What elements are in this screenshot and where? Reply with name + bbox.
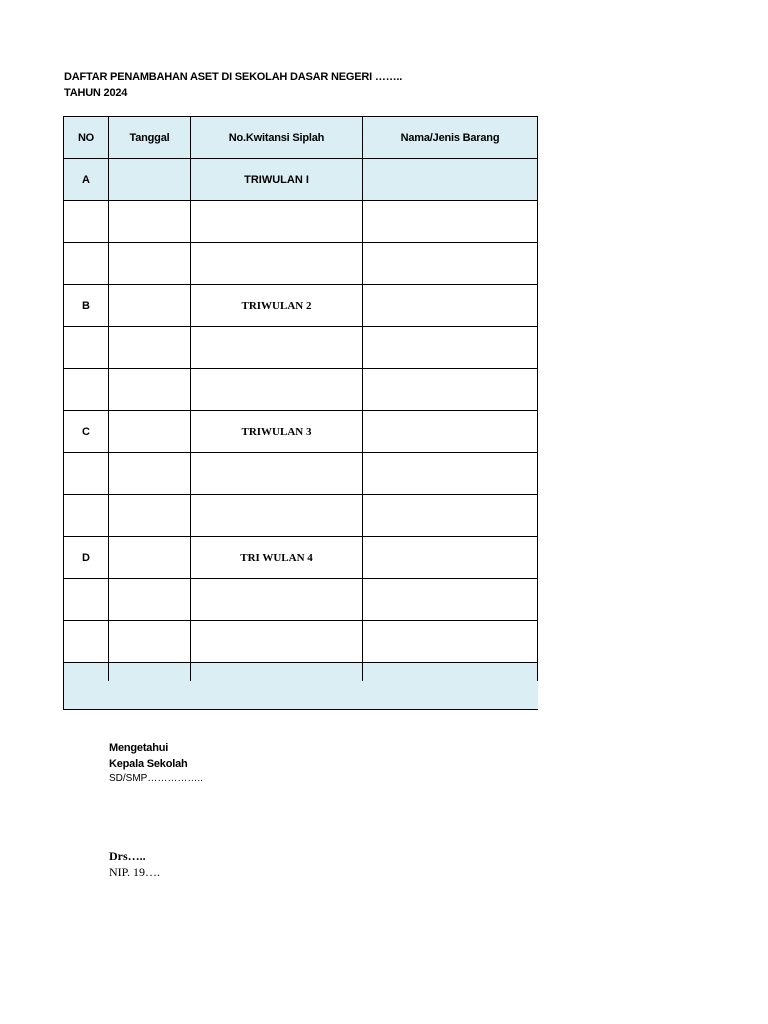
table-cell[interactable] [109,285,191,327]
table-header-row [64,117,538,159]
section-label: TRIWULAN I [191,159,363,201]
signer-name: Drs….. [109,849,146,863]
section-no: D [64,537,109,579]
section-no: C [64,411,109,453]
asset-table [63,116,538,686]
table-row [64,327,538,369]
table-row [64,495,538,537]
table-total-bar [63,681,538,710]
table-cell[interactable] [109,243,191,285]
table-cell[interactable] [109,453,191,495]
table-cell[interactable] [109,537,191,579]
table-cell[interactable] [363,537,538,579]
table-cell[interactable] [109,579,191,621]
table-cell[interactable] [191,579,363,621]
table-cell[interactable] [191,201,363,243]
table-cell[interactable] [363,369,538,411]
section-row-b [64,285,538,327]
signer-nip: NIP. 19…. [109,865,161,879]
table-cell[interactable] [363,411,538,453]
table-cell[interactable] [363,243,538,285]
table-row [64,243,538,285]
table-cell[interactable] [64,621,109,663]
table-cell[interactable] [363,453,538,495]
signature-block [109,740,203,786]
table-cell[interactable] [363,621,538,663]
table-cell[interactable] [109,411,191,453]
document-title [64,69,402,101]
section-no: A [64,159,109,201]
table-cell[interactable] [64,201,109,243]
table-cell[interactable] [109,201,191,243]
table-cell[interactable] [191,243,363,285]
table-cell[interactable] [64,327,109,369]
signature-line-school: SD/SMP…………….. [109,773,203,784]
table-cell[interactable] [109,495,191,537]
table-cell[interactable] [109,159,191,201]
table-cell[interactable] [191,495,363,537]
table-cell[interactable] [64,369,109,411]
col-header-no: NO [64,117,109,159]
table-row [64,201,538,243]
table-cell[interactable] [363,327,538,369]
table-cell[interactable] [191,453,363,495]
table-row [64,579,538,621]
table-row [64,453,538,495]
section-label: TRIWULAN 3 [191,411,363,453]
col-header-barang: Nama/Jenis Barang [363,117,538,159]
table-cell[interactable] [191,327,363,369]
signer-block [109,849,160,880]
title-line-2: TAHUN 2024 [64,87,128,99]
section-no: B [64,285,109,327]
signature-line-mengetahui: Mengetahui [109,742,169,754]
table-cell[interactable] [64,453,109,495]
table-row [64,621,538,663]
table-cell[interactable] [363,579,538,621]
table-row [64,369,538,411]
section-label: TRI WULAN 4 [191,537,363,579]
table-cell[interactable] [64,243,109,285]
table-cell[interactable] [64,579,109,621]
table-cell[interactable] [109,369,191,411]
signature-line-kepala: Kepala Sekolah [109,758,188,770]
col-header-tanggal: Tanggal [109,117,191,159]
section-row-a [64,159,538,201]
section-row-c [64,411,538,453]
table-cell[interactable] [363,285,538,327]
table-cell[interactable] [363,495,538,537]
table-cell[interactable] [191,621,363,663]
table-cell[interactable] [363,201,538,243]
section-row-d [64,537,538,579]
table-cell[interactable] [191,369,363,411]
section-label: TRIWULAN 2 [191,285,363,327]
title-line-1: DAFTAR PENAMBAHAN ASET DI SEKOLAH DASAR NEGERI …….. [64,71,403,83]
table-cell[interactable] [109,621,191,663]
table-cell[interactable] [363,159,538,201]
table-cell[interactable] [64,495,109,537]
col-header-kwitansi: No.Kwitansi Siplah [191,117,363,159]
table-cell[interactable] [109,327,191,369]
